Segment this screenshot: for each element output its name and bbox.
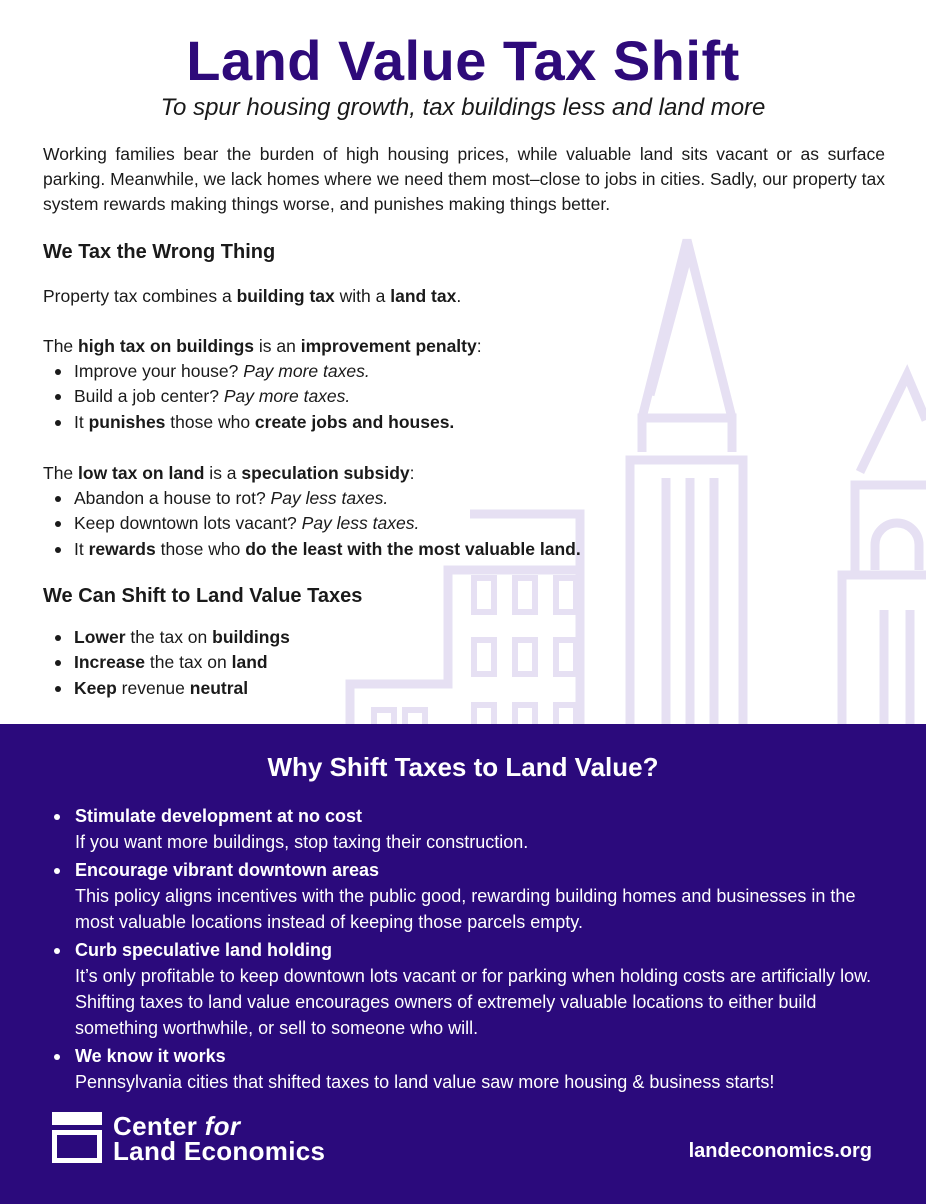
window bbox=[474, 705, 494, 724]
why-heading: Why Shift Taxes to Land Value? bbox=[267, 752, 659, 782]
why-item-title: Encourage vibrant downtown areas bbox=[75, 860, 380, 880]
list-item: Abandon a house to rot? Pay less taxes. bbox=[43, 486, 581, 511]
list-item: Increase the tax on land bbox=[43, 650, 290, 675]
why-item-title: Curb speculative land holding bbox=[75, 940, 333, 960]
building-tax-paragraph: The high tax on buildings is an improvement penalty: bbox=[43, 336, 482, 356]
window bbox=[515, 705, 535, 724]
shift-list bbox=[43, 625, 290, 701]
why-item bbox=[52, 1044, 892, 1095]
tower-outline bbox=[630, 240, 743, 724]
why-item bbox=[52, 938, 892, 1041]
right-building-outline bbox=[842, 375, 926, 724]
improvement-penalty-list bbox=[43, 359, 454, 435]
land-tax-paragraph: The low tax on land is a speculation subsidy: bbox=[43, 463, 415, 483]
why-item bbox=[52, 858, 892, 935]
window bbox=[515, 578, 535, 612]
property-tax-paragraph: Property tax combines a building tax with a land tax. bbox=[43, 286, 462, 306]
list-item: Build a job center? Pay more taxes. bbox=[43, 384, 454, 409]
tower-windows bbox=[666, 478, 714, 724]
center-for-land-economics-logo-icon bbox=[52, 1112, 102, 1163]
list-item: Keep revenue neutral bbox=[43, 676, 290, 701]
right-arch bbox=[875, 523, 919, 570]
left-building-outline bbox=[350, 570, 580, 724]
why-item-title: We know it works bbox=[75, 1046, 226, 1066]
section-heading-wrong-thing: We Tax the Wrong Thing bbox=[43, 241, 276, 263]
why-item-body: If you want more buildings, stop taxing their construction. bbox=[75, 832, 529, 852]
why-item-title: Stimulate development at no cost bbox=[75, 806, 363, 826]
list-item: Lower the tax on buildings bbox=[43, 625, 290, 650]
window bbox=[556, 578, 576, 612]
window bbox=[556, 640, 576, 674]
why-item bbox=[52, 804, 892, 855]
page-title: Land Value Tax Shift bbox=[186, 29, 740, 92]
why-item-body: Pennsylvania cities that shifted taxes to land value saw more housing & business starts! bbox=[75, 1072, 775, 1092]
why-list bbox=[52, 804, 892, 1098]
window bbox=[405, 710, 425, 724]
why-shift-panel bbox=[0, 724, 926, 1204]
list-item: It punishes those who create jobs and houses. bbox=[43, 410, 454, 435]
window bbox=[474, 640, 494, 674]
why-item-body: It’s only profitable to keep downtown lots vacant or for parking when holding costs are artificially low. Shifting taxes to land value encourages owners of extremely valuable locations to either build something worthwhile, or sell to someone who will. bbox=[75, 966, 872, 1038]
window bbox=[474, 578, 494, 612]
intro-paragraph: Working families bear the burden of high housing prices, while valuable land sits vacant or as surface parking. Meanwhile, we lack homes where we need them most–close to jobs in cities. Sadly, our property tax system rewards making things worse, and punishes making things better. bbox=[43, 144, 885, 214]
website-link[interactable]: landeconomics.org bbox=[688, 1140, 872, 1162]
window bbox=[556, 705, 576, 724]
why-item-body: This policy aligns incentives with the public good, rewarding building homes and businesses in the most valuable locations instead of keeping those parcels empty. bbox=[75, 886, 856, 932]
page-subtitle: To spur housing growth, tax buildings less and land more bbox=[160, 94, 766, 121]
section-heading-shift: We Can Shift to Land Value Taxes bbox=[43, 585, 363, 607]
list-item: Improve your house? Pay more taxes. bbox=[43, 359, 454, 384]
speculation-subsidy-list bbox=[43, 486, 581, 562]
list-item: It rewards those who do the least with the most valuable land. bbox=[43, 537, 581, 562]
window bbox=[374, 710, 394, 724]
right-windows bbox=[884, 610, 910, 724]
organization-name: Center for Land Economics bbox=[113, 1111, 326, 1166]
list-item: Keep downtown lots vacant? Pay less taxes. bbox=[43, 511, 581, 536]
window bbox=[515, 640, 535, 674]
